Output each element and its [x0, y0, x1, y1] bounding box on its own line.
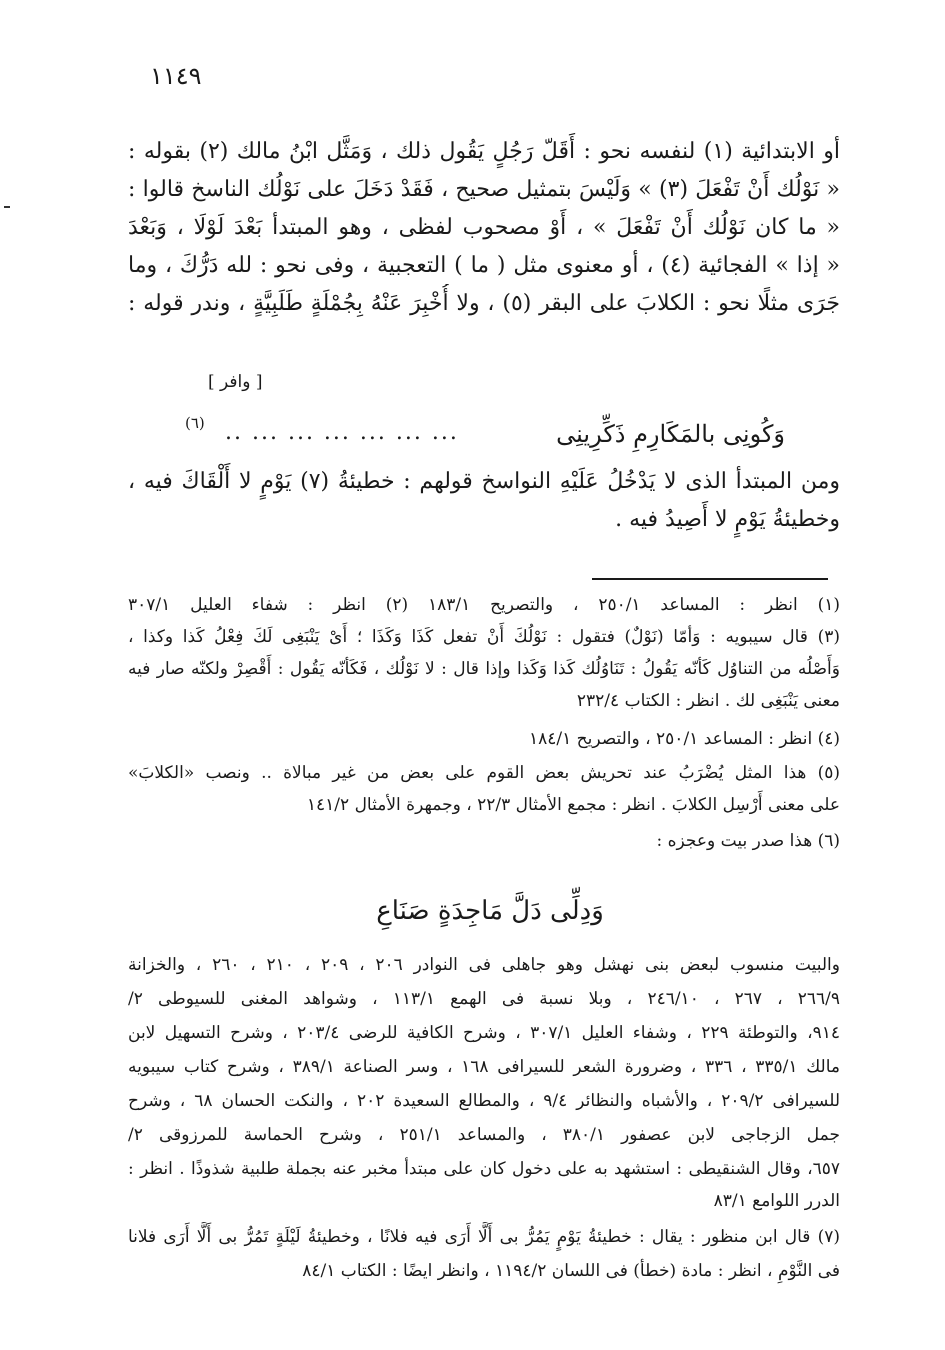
footnote-line: ٩١٤، والتوطئة ٢٢٩ ، وشفاء العليل ٣٠٧/١ ، وشرح الكافية للرضى ٢٠٣/٤ ، وشرح التسهيل لابن: [128, 1023, 840, 1043]
footnote-line: الدرر اللوامع ٨٣/١: [713, 1191, 840, 1211]
footnote-line: مالك ٣٣٥/١ ، ٣٣٦ ، وضرورة الشعر للسيرافى ١٦٨ ، وسر الصناعة ٣٨٩/١ ، وشرح كتاب سيبويه: [128, 1057, 840, 1077]
body-line: « ما كان نَوْلُك أَنْ تَفْعَلَ » ، أَوْ مصحوب لفظى ، وهو المبتدأ بَعْدَ لَوْلَا ، وَبَعْدَ: [128, 215, 840, 240]
footnote-line: (٥) هذا المثل يُضْرَبُ عند تحريش بعض القوم على بعض من غير مبالاة .. ونصب «الكلابَ»: [128, 763, 840, 783]
footnote-line: ٢٦٦/٩ ، ٢٦٧ ، ٢٤٦/١٠ ، وبلا نسبة فى الهمع ١١٣/١ ، وشواهد المغنى للسيوطى ٢/: [128, 989, 840, 1009]
footnote-separator: [592, 578, 828, 580]
footnote-line: للسيرافى ٢٠٩/٢ ، والأشباه والنظائر ٩/٤ ، والمطالع السعيدة ٢٠٢ ، والنكت الحسان ٦٨ ، وشرح: [128, 1091, 840, 1111]
body-text: [128, 132, 840, 332]
verse-hemistich: وَكُونِى بالمَكَارِمِ ذَكِّرِينِى: [556, 420, 785, 448]
footnote-verse: وَدِلِّى دَلَّ مَاجِدَةٍ صَنَاعِ: [376, 896, 604, 926]
footnote-line: (٧) قال ابن منظور : يقال : خطيئةُ يَوْمٍ يَمُرُّ بى أَلَّا أَرَى فيه فلانًا ، وخطيئةُ لَيْلَةٍ تَمُرُّ بى أَلَّا أَرَى فلانا: [128, 1227, 840, 1247]
body-text-continued: [128, 462, 840, 542]
body-line: « نَوْلُك أَنْ تَفْعَلَ (٣) » وَلَيْسَ بتمثيل صحيح ، فَقَدْ دَخَلَ على نَوْلُك الناسخ قالوا :: [128, 177, 840, 202]
poem-verse: [185, 414, 785, 460]
footnote-line: وَأَصْلُه من التناوُل كَأنّه يَقُولُ : تَنَاوُلُك كَذا وَكَذا وإذا قال : لا نَوْلُك ، فَكَأنّه يَقُول : أَقْصِرْ ولكنّه صار فيه: [128, 659, 840, 679]
body-line: وخطيئةُ يَوْمٍ لا أَصِيدُ فيه .: [615, 507, 840, 532]
poetic-meter-label: [ وافر ]: [208, 372, 263, 392]
footnote-line: فى النَّوْمِ ، انظر : مادة (خطأ) فى اللسان ١١٩٤/٢ ، وانظر ايضًا : الكتاب ٨٤/١: [302, 1261, 840, 1281]
footnote-line: على معنى أَرْسِل الكلابَ . انظر : مجمع الأمثال ٢٢/٣ ، وجمهرة الأمثال ١٤١/٢: [306, 795, 840, 815]
footnote-line: معنى يَنْبَغِى لك . انظر : الكتاب ٢٣٢/٤: [576, 691, 840, 711]
footnote-line: ٦٥٧، وقال الشنقيطى : استشهد به على دخول كان على مبتدأ مخبر عنه بجملة طلبية شذوذًا . انظر :: [128, 1159, 840, 1179]
footnote-line: (٦) هذا صدر بيت وعجزه :: [656, 831, 840, 851]
body-line: ومن المبتدأ الذى لا يَدْخُلُ عَلَيْهِ النواسخ قولهم : خطيئةُ (٧) يَوْمٍ لا أَلْقَاكَ فيه ،: [128, 469, 840, 494]
footnote-ref: (٦): [185, 414, 205, 432]
footnotes: [128, 590, 840, 890]
footnote-line: والبيت منسوب لبعض بنى نهشل وهو جاهلى فى النوادر ٢٠٦ ، ٢٠٩ ، ٢١٠ ، ٢٦٠ ، والخزانة: [128, 955, 840, 975]
body-line: جَرَى مثلًا نحو : الكلابَ على البقر (٥) ، ولا أُخْبِرَ عَنْهُ بِجُمْلَةٍ طَلَبِيَّةٍ ، وندر قوله :: [128, 291, 840, 316]
footnote-line: (٣) قال سيبويه : وَأمّا (نَوْلٌ) فتقول : نَوْلُكَ أَنْ تفعل كَذَا وَكَذَا ؛ أَىْ يَنْبَغِى لَكَ فِعْلُ كَذا وكذا ،: [128, 627, 840, 647]
footnote-line: جمل الزجاجى لابن عصفور ٣٨٠/١ ، والمساعد ٢٥١/١ ، وشرح الحماسة للمرزوقى ٢/: [128, 1125, 840, 1145]
page-number: ١١٤٩: [150, 62, 202, 90]
body-line: أو الابتدائية (١) لنفسه نحو : أَقَلّ رَجُلٍ يَقُول ذلك ، وَمَثَّل ابْنُ مالك (٢) بقوله :: [128, 139, 840, 164]
footnotes-continued: [128, 950, 840, 1290]
footnote-line: (١) انظر : المساعد ٢٥٠/١ ، والتصريح ١٨٣/١ (٢) انظر : شفاء العليل ٣٠٧/١: [128, 595, 840, 615]
footnote-line: (٤) انظر : المساعد ٢٥٠/١ ، والتصريح ١٨٤/١: [529, 729, 840, 749]
verse-ellipsis: ... ... ... ... ... ... ..: [225, 420, 459, 445]
body-line: « إذا » الفجائية (٤) ، أو معنوى مثل ( ما ) التعجبية ، وفى نحو : لله دَرُّكَ ، وما: [128, 253, 840, 278]
scan-mark: [4, 206, 10, 208]
